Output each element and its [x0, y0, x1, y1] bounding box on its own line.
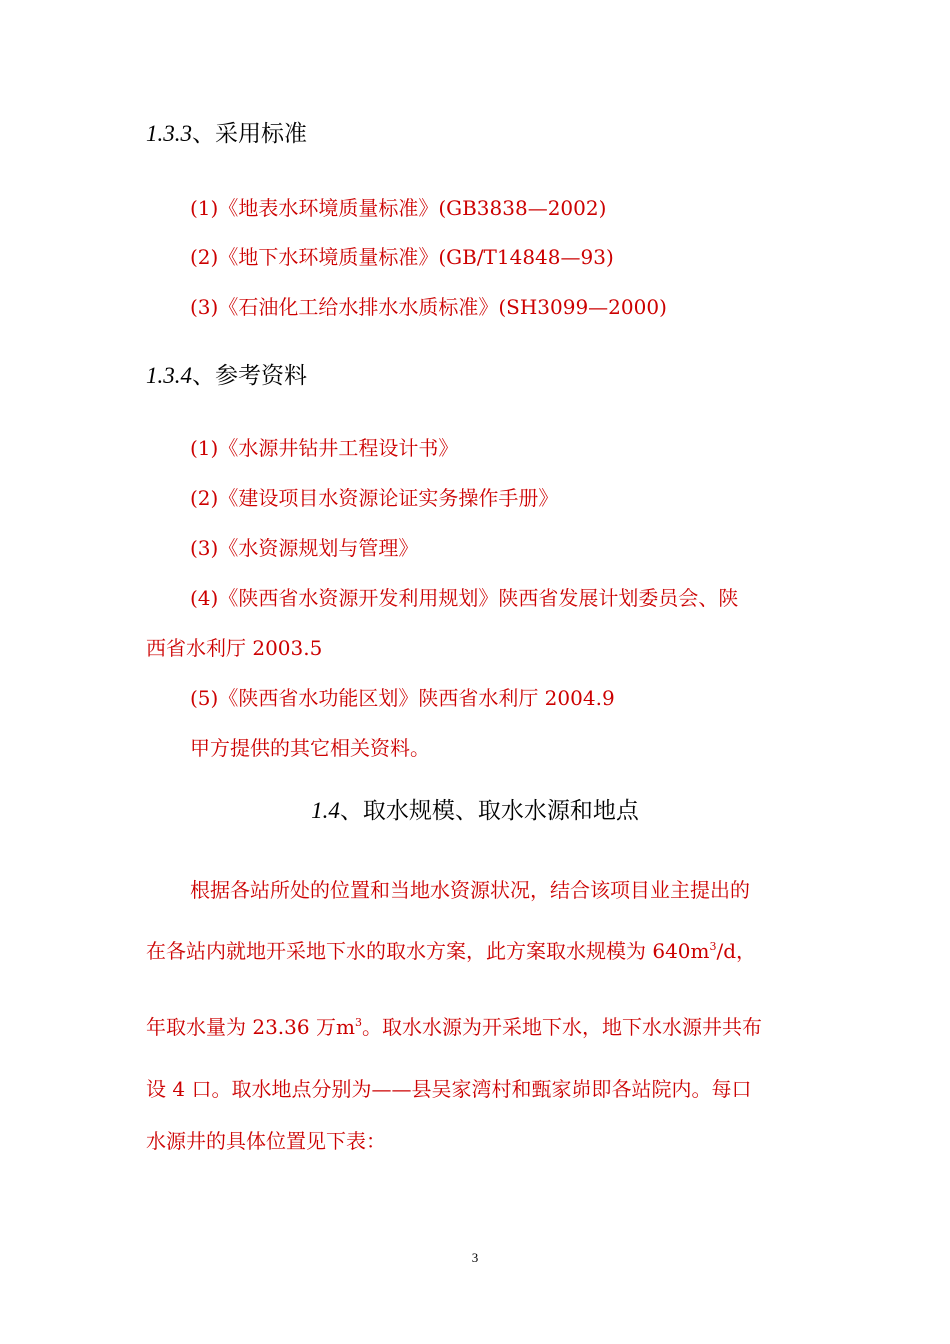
paragraph-text: 年取水量为 23.36 万: [146, 1015, 336, 1039]
paragraph-line-3: [146, 1011, 762, 1040]
section-number: 1.4: [311, 798, 340, 823]
standard-item-1: (1)《地表水环境质量标准》(GB3838—2002): [190, 196, 607, 220]
unit-base: m: [690, 939, 710, 963]
unit-base: m: [335, 1015, 355, 1039]
reference-item-4-cont: 西省水利厅 2003.5: [146, 636, 323, 660]
section-heading-1-3-3: [146, 118, 307, 150]
paragraph-text: 。取水水源为开采地下水，地下水水源井共布: [361, 1015, 762, 1039]
unit-cubic-meter: [691, 939, 717, 963]
paragraph-text: 在各站内就地开采地下水的取水方案，此方案取水规模为 640: [146, 939, 691, 963]
paragraph-line-2: [146, 935, 756, 964]
section-heading-1-4: [0, 795, 950, 827]
reference-item-5: (5)《陕西省水功能区划》陕西省水利厅 2004.9: [190, 686, 615, 710]
paragraph-line-4: [146, 1073, 751, 1102]
standard-item-3: (3)《石油化工给水排水水质标准》(SH3099—2000): [190, 295, 667, 319]
standard-item-2: (2)《地下水环境质量标准》(GB/T14848—93): [190, 245, 614, 269]
reference-item-other: 甲方提供的其它相关资料。: [190, 736, 430, 760]
paragraph-text: 根据各站所处的位置和当地水资源状况，结合该项目业主提出的: [190, 878, 750, 902]
reference-item-2: (2)《建设项目水资源论证实务操作手册》: [190, 486, 559, 510]
paragraph-text: 水源井的具体位置见下表：: [146, 1129, 386, 1153]
reference-item-3: (3)《水资源规划与管理》: [190, 536, 419, 560]
reference-item-4: (4)《陕西省水资源开发利用规划》陕西省发展计划委员会、陕: [190, 586, 739, 610]
page-number: 3: [471, 1250, 479, 1265]
unit-exponent: 3: [354, 1016, 362, 1029]
unit-cubic-meter: [336, 1015, 362, 1039]
unit-exponent: 3: [709, 940, 717, 953]
section-number: 1.3.3: [146, 121, 192, 146]
paragraph-line-1: [190, 874, 750, 903]
paragraph-text: 设 4 口。取水地点分别为——县吴家湾村和甄家峁即各站院内。每口: [146, 1077, 752, 1101]
section-title: 、采用标准: [192, 121, 307, 147]
section-heading-1-3-4: [146, 360, 307, 392]
paragraph-text: /d，: [716, 939, 757, 963]
reference-item-1: (1)《水源井钻井工程设计书》: [190, 436, 459, 460]
section-number: 1.3.4: [146, 363, 192, 388]
section-title: 、取水规模、取水水源和地点: [339, 798, 639, 824]
section-title: 、参考资料: [192, 363, 307, 389]
paragraph-line-5: [146, 1125, 386, 1154]
